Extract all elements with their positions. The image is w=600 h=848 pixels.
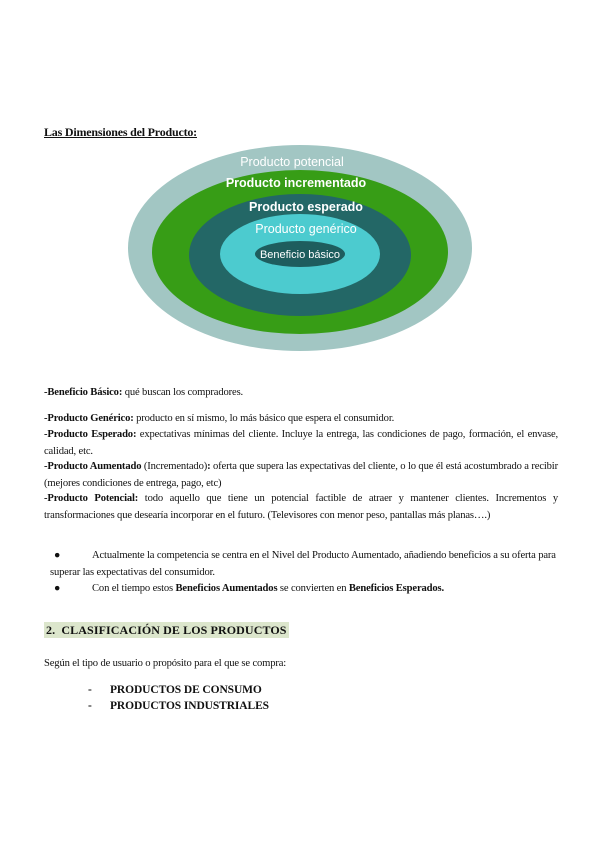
section-heading-highlight: [44, 622, 289, 638]
label-producto-incrementado: Producto incrementado: [225, 176, 367, 190]
definition-producto-aumentado: [44, 459, 558, 492]
list-item: [88, 700, 269, 712]
list-dash: -: [88, 684, 92, 696]
bullet-text: Actualmente la competencia se centra en el Nivel del Producto Aumentado, añadiendo beneficios a su oferta para superar las expectativas del consumidor.: [50, 550, 556, 578]
section-number: 2.: [46, 623, 56, 637]
definition-term: -Producto Potencial:: [44, 493, 139, 504]
definition-term: -Producto Esperado:: [44, 429, 137, 440]
definition-text: qué buscan los compradores.: [122, 387, 244, 398]
definition-term: -Beneficio Básico:: [44, 387, 123, 398]
section-title: CLASIFICACIÓN DE LOS PRODUCTOS: [61, 623, 287, 637]
label-producto-esperado: Producto esperado: [249, 200, 363, 214]
bullet-bold-text: Beneficios Aumentados: [175, 583, 278, 594]
bullet-text: se convierten en: [277, 583, 349, 594]
bullet-bold-text: Beneficios Esperados.: [348, 583, 445, 594]
list-dash: -: [88, 700, 92, 712]
definition-producto-esperado: [44, 427, 558, 460]
definition-text: todo aquello que tiene un potencial factible de atraer y mantener clientes. Incrementos y transformaciones que desearía incorporar en el futuro. (Televisores con menor peso, pantallas más planas….): [44, 493, 558, 521]
bullet-item: [50, 548, 560, 581]
section-heading: [44, 623, 289, 638]
bullet-icon: ●: [54, 583, 61, 594]
list-item: [88, 684, 262, 696]
definition-text: oferta que supera las expectativas del cliente, o lo que él está acostumbrado a recibir (mejores condiciones de entrega, pago, etc): [44, 461, 558, 489]
page-heading: Las Dimensiones del Producto:: [44, 125, 197, 139]
label-producto-potencial: Producto potencial: [240, 155, 344, 169]
definition-text: expectativas mínimas del cliente. Incluye la entrega, las condiciones de pago, formación, el envase, calidad, etc.: [44, 429, 558, 457]
list-item-label: PRODUCTOS DE CONSUMO: [110, 684, 262, 696]
definition-text: producto en sí mismo, lo más básico que espera el consumidor.: [133, 413, 395, 424]
definition-colon: :: [207, 461, 211, 472]
definition-term: -Producto Genérico:: [44, 413, 134, 424]
label-beneficio-basico: Beneficio básico: [259, 249, 341, 261]
product-dimensions-diagram: [120, 140, 480, 360]
bullet-text: Con el tiempo estos: [92, 583, 176, 594]
definition-beneficio-basico: [44, 385, 558, 402]
bullet-icon: ●: [54, 550, 61, 561]
definition-producto-generico: [44, 411, 558, 428]
label-producto-generico: Producto genérico: [255, 222, 357, 236]
definition-term: -Producto Aumentado: [44, 461, 142, 472]
section-intro: Según el tipo de usuario o propósito para el que se compra:: [44, 658, 287, 669]
definition-producto-potencial: [44, 491, 558, 524]
list-item-label: PRODUCTOS INDUSTRIALES: [110, 700, 269, 712]
bullet-item: [50, 581, 560, 598]
definition-qualifier: (Incrementado): [141, 461, 208, 472]
